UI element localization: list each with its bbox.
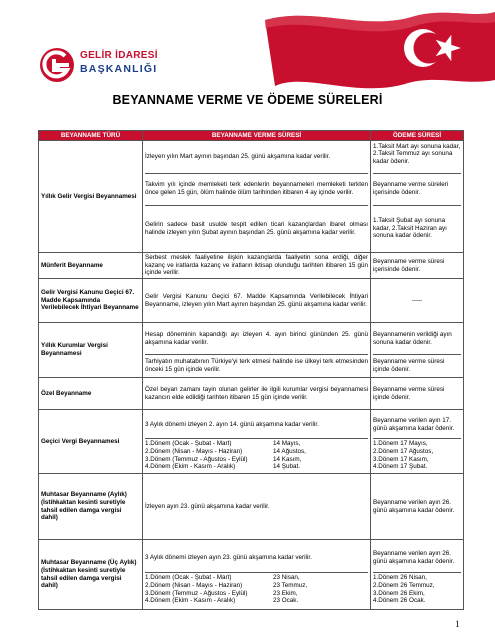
gib-logo bbox=[38, 42, 188, 86]
payment-subcell: Beyanname verme süresi içinde ödenir. bbox=[373, 358, 445, 373]
payment-subcell: Beyanname verme süreleri içerisinde ödenir. bbox=[373, 174, 461, 206]
list-item: 1.Dönem (Ocak - Şubat - Mart) 23 Nisan, bbox=[145, 574, 300, 582]
document-title: BEYANNAME VERME VE ÖDEME SÜRELERİ bbox=[112, 93, 383, 107]
table-row bbox=[39, 141, 464, 253]
filing-subcell: Tarhiyatın muhatabının Türkiye'yi terk etmesi halinde ise ülkeyi terk etmesinden önceki 15 gün içinde verilir. bbox=[145, 358, 368, 373]
turkish-flag-icon bbox=[245, 6, 495, 92]
row-filing-period bbox=[143, 323, 371, 378]
table-row bbox=[39, 378, 464, 410]
list-item: 1.Dönem 26 Nisan, bbox=[373, 574, 427, 582]
table-row bbox=[39, 540, 464, 610]
list-item: 4.Dönem (Ekim - Kasım - Aralık) 14 Şubat. bbox=[145, 463, 300, 471]
row-filing-period bbox=[143, 410, 371, 474]
row-payment-period: Beyanname verme süresi içinde ödenir. bbox=[371, 378, 464, 410]
filing-subcell: Gelirin sadece basit usulde tespit edilen ticari kazançlardan ibaret olması halinde izleyen yılın Şubat ayının başından 25. günü akşamına kadar verilir. bbox=[145, 220, 368, 236]
row-filing-period: İzleyen ayın 23. günü akşamına kadar verilir. bbox=[143, 474, 371, 540]
row-type: Münferit Beyanname bbox=[39, 253, 143, 279]
table-row bbox=[39, 410, 464, 474]
quarters-list bbox=[145, 439, 368, 471]
row-type: Özel Beyanname bbox=[39, 378, 143, 410]
payment-subcell: 1.Taksit Mart ayı sonuna kadar, 2.Taksit Temmuz ayı sonuna kadar ödenir. bbox=[373, 142, 461, 174]
payment-quarters-list bbox=[373, 573, 461, 605]
list-item: 2.Dönem 17 Ağustos, bbox=[373, 447, 434, 455]
table-header-row bbox=[39, 131, 464, 141]
row-payment-period bbox=[371, 323, 464, 378]
row-payment-period bbox=[371, 141, 464, 253]
table-row bbox=[39, 323, 464, 378]
list-item: 4.Dönem 26 Ocak. bbox=[373, 597, 426, 605]
row-type: Gelir Vergisi Kanunu Geçici 67. Madde Kapsamında Verilebilecek İhtiyari Beyanname bbox=[39, 279, 143, 323]
page-header bbox=[0, 0, 495, 95]
payment-subcell: Beyanname verilen ayın 26. günü akşamına kadar ödenir. bbox=[373, 543, 461, 573]
filing-subcell: 3 Aylık dönemi izleyen ayın 23. günü akşamına kadar verilir. bbox=[145, 543, 368, 573]
row-filing-period bbox=[143, 141, 371, 253]
filing-subcell: İzleyen yılın Mart ayının başından 25. günü akşamına kadar verilir. bbox=[145, 142, 368, 174]
row-type: Yıllık Kurumlar Vergisi Beyannamesi bbox=[39, 323, 143, 378]
table-row bbox=[39, 474, 464, 540]
list-item: 4.Dönem (Ekim - Kasım - Aralık) 23 Ocak. bbox=[145, 597, 299, 605]
logo-text-line2: BAŞKANLIĞI bbox=[80, 63, 158, 75]
column-header-filing-period: BEYANNAME VERME SÜRESİ bbox=[143, 131, 371, 141]
quarters-list bbox=[145, 573, 368, 605]
table-row bbox=[39, 279, 464, 323]
deadlines-table bbox=[38, 130, 464, 610]
row-type: Geçici Vergi Beyannamesi bbox=[39, 410, 143, 474]
list-item: 2.Dönem (Nisan - Mayıs - Haziran) 14 Ağustos, bbox=[145, 447, 306, 455]
list-item: 1.Dönem 17 Mayıs, bbox=[373, 440, 428, 448]
list-item: 1.Dönem (Ocak - Şubat - Mart) 14 Mayıs, bbox=[145, 440, 301, 448]
row-payment-period bbox=[371, 540, 464, 610]
row-type: Yıllık Gelir Vergisi Beyannamesi bbox=[39, 141, 143, 253]
row-payment-period: Beyanname verilen ayın 26. günü akşamına kadar ödenir. bbox=[371, 474, 464, 540]
column-header-payment-period: ÖDEME SÜRESİ bbox=[371, 131, 464, 141]
logo-text-line1: GELİR İDARESİ bbox=[80, 50, 158, 61]
row-payment-period: ----- bbox=[371, 279, 464, 323]
filing-subcell: Takvim yılı içinde memleketi terk edenlerin beyannameleri memleketi terkten önce gelen 15 gün, ölüm halinde ölüm tarihinden itibaren 4 ay içinde verilir. bbox=[145, 174, 368, 206]
row-filing-period: Özel beyan zamanı tayin olunan gelirler ile ilgili kurumlar vergisi beyannamesi kazancın elde edildiği tarihten itibaren 15 gün içinde verilir. bbox=[143, 378, 371, 410]
payment-subcell: 1.Taksit Şubat ayı sonuna kadar, 2.Taksit Haziran ayı sonuna kadar ödenir. bbox=[373, 217, 447, 240]
row-filing-period bbox=[143, 540, 371, 610]
row-type: Muhtasar Beyanname (Aylık) (İstihkaktan kesinti suretiyle tahsil edilen damga vergisi dahil) bbox=[39, 474, 143, 540]
column-header-type: BEYANNAME TÜRÜ bbox=[39, 131, 143, 141]
table-row bbox=[39, 253, 464, 279]
list-item: 2.Dönem 26 Temmuz, bbox=[373, 581, 435, 589]
list-item: 3.Dönem (Temmuz - Ağustos - Eylül) 14 Kasım, bbox=[145, 455, 302, 463]
gib-logo-icon bbox=[38, 46, 76, 84]
list-item: 3.Dönem (Temmuz - Ağustos - Eylül) 23 Ekim, bbox=[145, 589, 298, 597]
list-item: 4.Dönem 17 Şubat. bbox=[373, 463, 428, 471]
list-item: 3.Dönem 26 Ekim, bbox=[373, 589, 425, 597]
row-type: Muhtasar Beyanname (Üç Aylık) (İstihkaktan kesinti suretiyle tahsil edilen damga vergisi dahil) bbox=[39, 540, 143, 610]
row-filing-period: Gelir Vergisi Kanunu Geçici 67. Madde Kapsamında Verilebilecek İhtiyari Beyanname, izleyen yılın Mart ayının başından 25. günü akşamına kadar verilir. bbox=[143, 279, 371, 323]
row-payment-period: Beyanname verme süresi içerisinde ödenir. bbox=[371, 253, 464, 279]
payment-subcell: Beyanname verilen ayın 17. günü akşamına kadar ödenir. bbox=[373, 411, 461, 439]
row-filing-period: Serbest meslek faaliyetine ilişkin kazançlarda faaliyetin sona erdiği, diğer kazanç ve iratlarda kazanç ve iratların iktisap olunduğu tarihten itibaren 15 gün içinde verilir. bbox=[143, 253, 371, 279]
filing-subcell: 3 Aylık dönemi izleyen 2. ayın 14. günü akşamına kadar verilir. bbox=[145, 411, 368, 439]
list-item: 2.Dönem (Nisan - Mayıs - Haziran) 23 Temmuz, bbox=[145, 581, 308, 589]
payment-subcell: Beyannamenin verildiği ayın sonuna kadar ödenir. bbox=[373, 323, 461, 355]
row-payment-period bbox=[371, 410, 464, 474]
filing-subcell: Hesap döneminin kapandığı ayı izleyen 4. ayın birinci gününden 25. günü akşamına kadar verilir. bbox=[145, 323, 368, 355]
page-number: 1 bbox=[455, 619, 460, 629]
list-item: 3.Dönem 17 Kasım, bbox=[373, 455, 429, 463]
payment-quarters-list bbox=[373, 439, 461, 471]
